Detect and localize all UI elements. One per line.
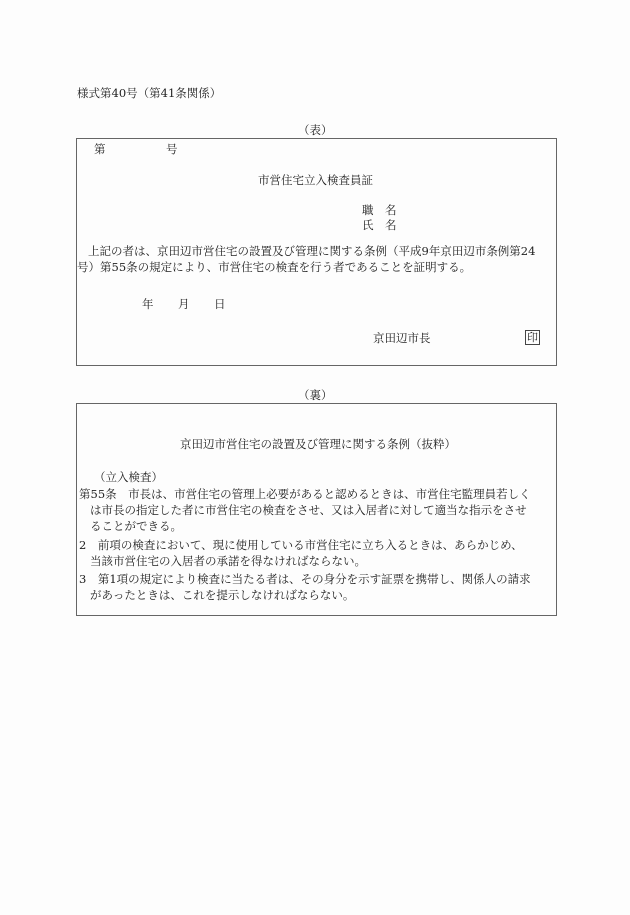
position-label: 職 名 bbox=[362, 203, 397, 217]
back-card-box bbox=[76, 403, 557, 616]
article-caption: （立入検査） bbox=[94, 470, 163, 484]
form-number-label: 様式第40号（第41条関係） bbox=[77, 86, 222, 100]
date-month: 月 bbox=[178, 297, 190, 311]
article-55-line-1: 第55条 市長は、市営住宅の管理上必要があると認めるときは、市営住宅監理員若しく bbox=[79, 487, 531, 501]
item-2-line-1: 2 前項の検査において、現に使用している市営住宅に立ち入るときは、あらかじめ、 bbox=[79, 538, 523, 552]
back-side-label: （裏） bbox=[298, 388, 333, 402]
seal-icon: 印 bbox=[527, 331, 538, 344]
certification-line-1: 上記の者は、京田辺市営住宅の設置及び管理に関する条例（平成9年京田辺市条例第24 bbox=[88, 244, 536, 258]
issuer-name: 京田辺市長 bbox=[373, 331, 431, 345]
item-3-line-1: 3 第1項の規定により検査に当たる者は、その身分を示す証票を携帯し、関係人の請求 bbox=[79, 572, 531, 586]
number-suffix: 号 bbox=[166, 142, 178, 156]
number-prefix: 第 bbox=[94, 142, 106, 156]
certification-line-2: 号）第55条の規定により、市営住宅の検査を行う者であることを証明する。 bbox=[77, 260, 472, 274]
date-day: 日 bbox=[214, 297, 226, 311]
item-2-line-2: 当該市営住宅の入居者の承諾を得なければならない。 bbox=[90, 554, 366, 568]
article-55-line-3: ることができる。 bbox=[90, 519, 182, 533]
article-55-line-2: は市長の指定した者に市営住宅の検査をさせ、又は入居者に対して適当な指示をさせ bbox=[90, 503, 527, 517]
name-label: 氏 名 bbox=[362, 218, 397, 232]
front-side-label: （表） bbox=[298, 123, 333, 137]
item-3-line-2: があったときは、これを提示しなければならない。 bbox=[90, 588, 355, 602]
front-card-box bbox=[76, 138, 557, 366]
ordinance-title: 京田辺市営住宅の設置及び管理に関する条例（抜粋） bbox=[180, 437, 456, 451]
date-year: 年 bbox=[142, 297, 154, 311]
card-title: 市営住宅立入検査員証 bbox=[258, 173, 373, 187]
